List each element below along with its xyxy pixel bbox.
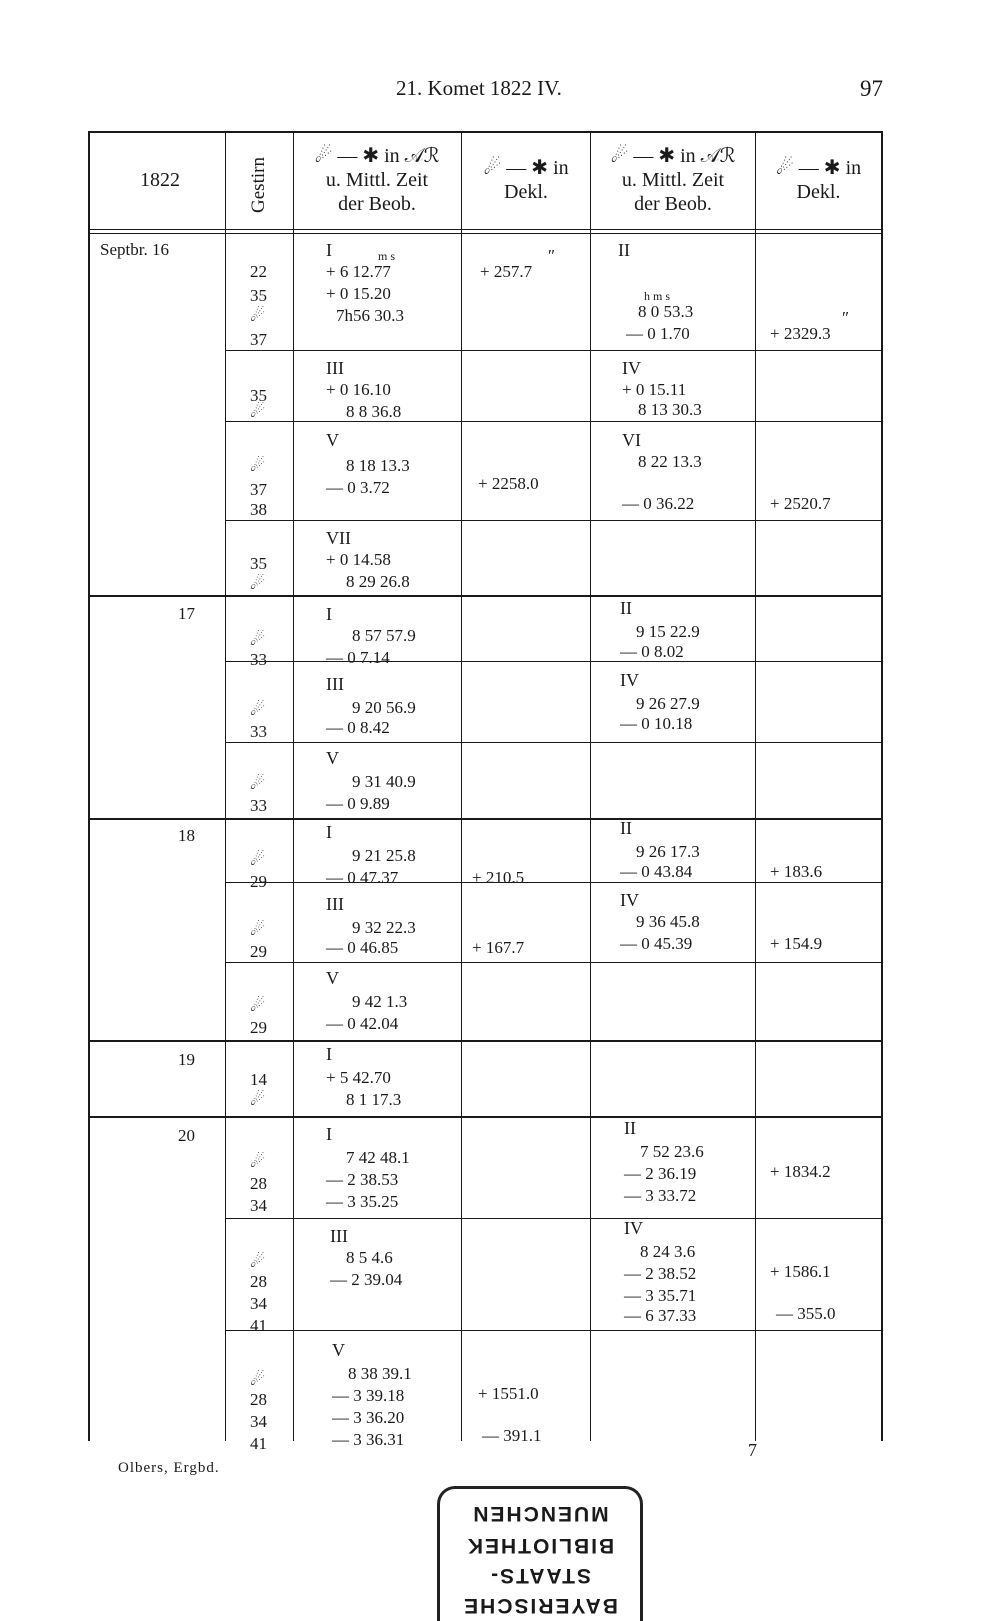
ra-value: + 0 16.10 — [326, 380, 391, 399]
ra-value: — 3 35.71 — [624, 1286, 697, 1305]
gestirn-cell: 22 — [250, 262, 267, 281]
obs-number: III — [330, 1226, 348, 1246]
gestirn-cell: 28 — [250, 1174, 267, 1193]
ra-value: — 0 45.39 — [620, 934, 693, 953]
header-dec-left: ☄ — ✱ in Dekl. — [483, 157, 569, 203]
ra-value: + 0 14.58 — [326, 550, 391, 569]
dec-value: + 154.9 — [770, 934, 823, 953]
gestirn-cell: 28 — [250, 1390, 267, 1409]
date-label: 19 — [178, 1050, 195, 1069]
ra-value: 8 1 17.3 — [346, 1090, 402, 1109]
obs-number: III — [326, 894, 344, 914]
ra-value: — 2 38.52 — [624, 1264, 697, 1283]
gestirn-cell: 33 — [250, 650, 267, 669]
comet-icon: ☄ — [250, 700, 266, 720]
gestirn-cell: 33 — [250, 796, 267, 815]
obs-number: IV — [622, 358, 641, 378]
ra-value: — 0 10.18 — [620, 714, 693, 733]
ra-value: 9 15 22.9 — [636, 622, 700, 641]
comet-icon: ☄ — [250, 850, 266, 870]
header-gestirn: Gestirn — [248, 157, 269, 213]
ra-value: 8 57 57.9 — [352, 626, 416, 645]
gestirn-cell: 35 — [250, 554, 267, 573]
comet-icon: ☄ — [250, 1370, 266, 1390]
dec-value: + 2520.7 — [770, 494, 831, 513]
obs-number: I — [326, 240, 332, 260]
gestirn-cell: 37 — [250, 480, 267, 499]
ra-value: 8 13 30.3 — [638, 400, 702, 419]
dec-value: + 1551.0 — [478, 1384, 539, 1403]
dec-value: + 210.5 — [472, 868, 525, 887]
gestirn-cell: 41 — [250, 1316, 267, 1335]
obs-number: I — [326, 822, 332, 842]
ra-value: — 0 8.02 — [620, 642, 684, 661]
comet-icon: ☄ — [250, 574, 266, 594]
ra-value: — 0 1.70 — [626, 324, 690, 343]
ra-value: + 0 15.11 — [622, 380, 687, 399]
header-ra-left: ☄ — ✱ in 𝒜ℛ u. Mittl. Zeit der Beob. — [314, 145, 440, 215]
ra-value: 7 42 48.1 — [346, 1148, 410, 1167]
obs-number: V — [326, 748, 339, 768]
date-label: 17 — [178, 604, 195, 623]
obs-number: I — [326, 1124, 332, 1144]
ra-value: — 0 47.37 — [326, 868, 399, 887]
ra-value: 9 26 17.3 — [636, 842, 700, 861]
ra-value: — 3 36.31 — [332, 1430, 405, 1449]
page-number: 97 — [860, 76, 883, 101]
gestirn-cell: 38 — [250, 500, 267, 519]
ra-value: — 3 33.72 — [624, 1186, 697, 1205]
gestirn-cell: 29 — [250, 1018, 267, 1037]
ra-value: 7h56 30.3 — [336, 306, 404, 325]
date-label: 18 — [178, 826, 195, 845]
ra-value: 8 5 4.6 — [346, 1248, 393, 1267]
ra-value: 9 31 40.9 — [352, 772, 416, 791]
ra-value: — 0 8.42 — [326, 718, 390, 737]
dec-value: — 391.1 — [482, 1426, 542, 1445]
dec-value: + 2329.3 — [770, 324, 831, 343]
obs-number: II — [624, 1118, 636, 1138]
obs-number: VII — [326, 528, 351, 548]
obs-number: III — [326, 674, 344, 694]
signature-mark: 7 — [748, 1440, 757, 1460]
obs-number: II — [620, 598, 632, 618]
ra-value: 8 24 3.6 — [640, 1242, 696, 1261]
gestirn-cell: 35 — [250, 286, 267, 305]
header-dec-right: ☄ — ✱ in Dekl. — [775, 157, 862, 203]
ra-value: 8 0 53.3 — [638, 302, 694, 321]
ra-value: 9 26 27.9 — [636, 694, 700, 713]
comet-icon: ☄ — [250, 456, 266, 476]
comet-icon: ☄ — [250, 774, 266, 794]
obs-number: I — [326, 1044, 332, 1064]
dec-value: + 2258.0 — [478, 474, 539, 493]
ra-value: — 0 3.72 — [326, 478, 390, 497]
obs-number: II — [620, 818, 632, 838]
unit-label: ″ — [842, 308, 850, 327]
ra-value: — 3 35.25 — [326, 1192, 399, 1211]
ra-value: 8 29 26.8 — [346, 572, 410, 591]
ra-value: — 2 38.53 — [326, 1170, 399, 1189]
ra-value: 8 8 36.8 — [346, 402, 402, 421]
date-label: Septbr. 16 — [100, 240, 169, 259]
gestirn-cell: 34 — [250, 1294, 267, 1313]
ra-value: — 0 43.84 — [620, 862, 693, 881]
ra-value: — 3 39.18 — [332, 1386, 405, 1405]
comet-icon: ☄ — [250, 920, 266, 940]
gestirn-cell: 29 — [250, 942, 267, 961]
ra-value: 9 21 25.8 — [352, 846, 416, 865]
dec-value: — 355.0 — [776, 1304, 836, 1323]
gestirn-cell: 29 — [250, 872, 267, 891]
gestirn-cell: 41 — [250, 1434, 267, 1453]
dec-value: + 183.6 — [770, 862, 823, 881]
obs-number: V — [326, 968, 339, 988]
obs-number: VI — [622, 430, 641, 450]
obs-number: II — [618, 240, 630, 260]
dec-value: + 257.7 — [480, 262, 533, 281]
gestirn-cell: 34 — [250, 1196, 267, 1215]
obs-number: IV — [620, 670, 639, 690]
ra-value: 7 52 23.6 — [640, 1142, 704, 1161]
ra-value: — 0 7.14 — [326, 648, 390, 667]
ra-value: 9 32 22.3 — [352, 918, 416, 937]
ra-value: 9 20 56.9 — [352, 698, 416, 717]
obs-number: IV — [624, 1218, 643, 1238]
comet-icon: ☄ — [250, 1152, 266, 1172]
header-year: 1822 — [140, 169, 180, 191]
dec-value: + 1834.2 — [770, 1162, 831, 1181]
unit-label: h m s — [644, 289, 671, 303]
obs-number: V — [326, 430, 339, 450]
ra-value: 8 18 13.3 — [346, 456, 410, 475]
ra-value: + 6 12.77 — [326, 262, 391, 281]
comet-icon: ☄ — [250, 1090, 266, 1110]
library-stamp: BAYERISCHE STAATS- BIBLIOTHEK MUENCHEN — [437, 1486, 643, 1621]
obs-number: I — [326, 604, 332, 624]
ra-value: 8 38 39.1 — [348, 1364, 412, 1383]
footer-source: Olbers, Ergbd. — [118, 1460, 220, 1476]
gestirn-cell: 37 — [250, 330, 267, 349]
comet-icon: ☄ — [250, 1252, 266, 1272]
ra-value: — 0 9.89 — [326, 794, 390, 813]
comet-icon: ☄ — [250, 630, 266, 650]
ra-value: — 3 36.20 — [332, 1408, 405, 1427]
gestirn-cell: 33 — [250, 722, 267, 741]
gestirn-cell: 14 — [250, 1070, 267, 1089]
date-label: 20 — [178, 1126, 195, 1145]
gestirn-cell: 35 — [250, 386, 267, 405]
ra-value: + 5 42.70 — [326, 1068, 391, 1087]
gestirn-cell: 34 — [250, 1412, 267, 1431]
header-ra-right: ☄ — ✱ in 𝒜ℛ u. Mittl. Zeit der Beob. — [610, 145, 736, 215]
unit-label: ″ — [548, 246, 556, 265]
ra-value: + 0 15.20 — [326, 284, 391, 303]
ra-value: — 2 39.04 — [330, 1270, 403, 1289]
obs-number: III — [326, 358, 344, 378]
obs-number: V — [332, 1340, 345, 1360]
dec-value: + 1586.1 — [770, 1262, 831, 1281]
comet-icon: ☄ — [250, 402, 266, 422]
dec-value: + 167.7 — [472, 938, 525, 957]
ra-value: 9 42 1.3 — [352, 992, 408, 1011]
ra-value: — 6 37.33 — [624, 1306, 697, 1325]
ra-value: 8 22 13.3 — [638, 452, 702, 471]
comet-icon: ☄ — [250, 996, 266, 1016]
obs-number: IV — [620, 890, 639, 910]
unit-label: m s — [378, 249, 396, 263]
ra-value: — 2 36.19 — [624, 1164, 697, 1183]
comet-icon: ☄ — [250, 306, 266, 326]
ra-value: — 0 42.04 — [326, 1014, 399, 1033]
ra-value: — 0 46.85 — [326, 938, 399, 957]
ra-value: — 0 36.22 — [622, 494, 695, 513]
gestirn-cell: 28 — [250, 1272, 267, 1291]
ra-value: 9 36 45.8 — [636, 912, 700, 931]
running-head-title: 21. Komet 1822 IV. — [396, 76, 562, 100]
